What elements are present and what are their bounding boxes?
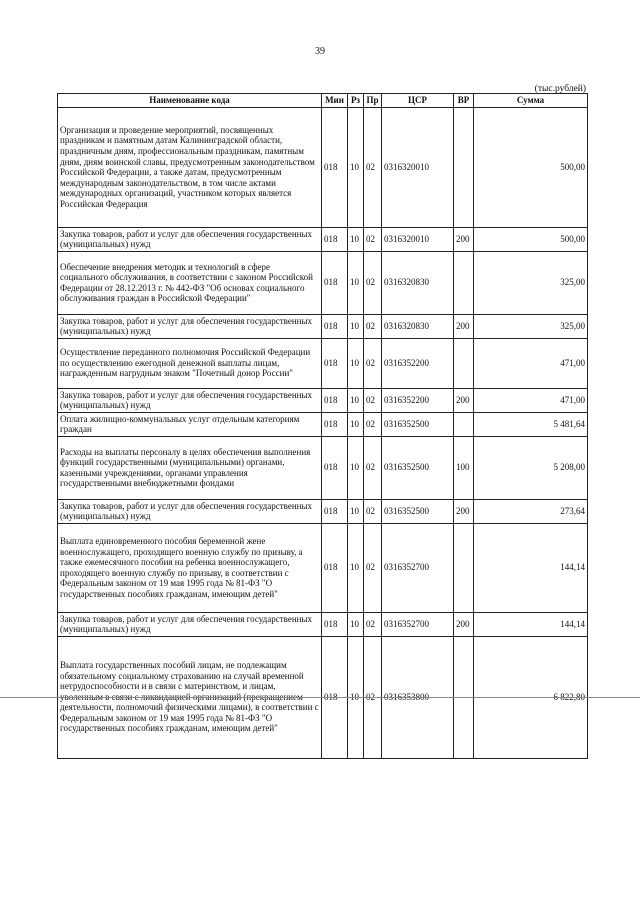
cell-rz: 10: [348, 436, 364, 499]
cell-csr: 0316352200: [382, 388, 454, 412]
header-sum: Сумма: [474, 94, 588, 108]
cell-csr: 0316320010: [382, 227, 454, 251]
table-row: [58, 523, 588, 612]
table-row: [58, 314, 588, 338]
header-rz: Рз: [348, 94, 364, 108]
cell-name: Закупка товаров, работ и услуг для обеспечения государственных (муниципальных) нужд: [58, 227, 322, 251]
budget-table: [57, 93, 588, 759]
cell-name: Расходы на выплаты персоналу в целях обеспечения выполнения функций государственными (муниципальными) органами, казенными учреждениями, органами управления государственными внебюджетными фондами: [58, 436, 322, 499]
table-row: [58, 251, 588, 314]
cell-min: 018: [322, 338, 348, 388]
header-csr: ЦСР: [382, 94, 454, 108]
cell-csr: 0316352500: [382, 412, 454, 436]
cell-vr: [454, 523, 474, 612]
cell-vr: [454, 412, 474, 436]
cell-vr: 200: [454, 227, 474, 251]
cell-vr: [454, 251, 474, 314]
cell-csr: 0316352500: [382, 499, 454, 523]
cell-pr: 02: [364, 612, 382, 636]
cell-csr: 0316352500: [382, 436, 454, 499]
cell-csr: 0316353800: [382, 636, 454, 758]
cell-name: Организация и проведение мероприятий, посвященных праздникам и памятным датам Калининградской области, праздничным дням, профессиональным праздникам, памятным дням, дням воинской славы, предусмотренным законодательством Российской Федерации, а также датам, предусмотренным международным законодательством, в том числе актами международных организаций, участником которых является Российская Федерация: [58, 107, 322, 227]
cell-pr: 02: [364, 107, 382, 227]
cell-sum: 144,14: [474, 523, 588, 612]
header-min: Мин: [322, 94, 348, 108]
cell-name: Оплата жилищно-коммунальных услуг отдельным категориям граждан: [58, 412, 322, 436]
cell-pr: 02: [364, 227, 382, 251]
table-row: [58, 388, 588, 412]
cell-pr: 02: [364, 314, 382, 338]
cell-pr: 02: [364, 636, 382, 758]
cell-rz: 10: [348, 636, 364, 758]
cell-vr: [454, 107, 474, 227]
cell-sum: 5 481,64: [474, 412, 588, 436]
cell-min: 018: [322, 388, 348, 412]
table-row: [58, 227, 588, 251]
cell-vr: 200: [454, 314, 474, 338]
table-header-row: [58, 94, 588, 108]
cell-vr: 200: [454, 388, 474, 412]
cell-vr: 200: [454, 612, 474, 636]
cell-name: Осуществление переданного полномочия Российской Федерации по осуществлению ежегодной денежной выплаты лицам, награжденным нагрудным знаком "Почетный донор России": [58, 338, 322, 388]
cell-sum: 5 208,00: [474, 436, 588, 499]
cell-min: 018: [322, 436, 348, 499]
cell-pr: 02: [364, 499, 382, 523]
cell-csr: 0316320830: [382, 251, 454, 314]
cell-rz: 10: [348, 412, 364, 436]
header-name: Наименование кода: [58, 94, 322, 108]
cell-rz: 10: [348, 107, 364, 227]
cell-min: 018: [322, 412, 348, 436]
unit-note: (тыс.рублей): [534, 84, 586, 94]
page-number: 39: [315, 46, 325, 57]
table-row: [58, 107, 588, 227]
cell-pr: 02: [364, 251, 382, 314]
cell-name: Закупка товаров, работ и услуг для обеспечения государственных (муниципальных) нужд: [58, 314, 322, 338]
cell-pr: 02: [364, 338, 382, 388]
cell-sum: 471,00: [474, 388, 588, 412]
cell-sum: 500,00: [474, 107, 588, 227]
cell-name: Обеспечение внедрения методик и технологий в сфере социального обслуживания, в соответствии с законом Российской Федерации от 28.12.2013 г. № 442-ФЗ "Об основах социального обслуживания граждан в Российской Федерации": [58, 251, 322, 314]
cell-name: Выплата единовременного пособия беременной жене военнослужащего, проходящего военную службу по призыву, а также ежемесячного пособия на ребенка военнослужащего, проходящего военную службу по призыву, в соответствии с Федеральным законом от 19 мая 1995 года № 81-ФЗ "О государственных пособиях гражданам, имеющим детей": [58, 523, 322, 612]
cell-rz: 10: [348, 523, 364, 612]
cell-name: Закупка товаров, работ и услуг для обеспечения государственных (муниципальных) нужд: [58, 612, 322, 636]
cell-min: 018: [322, 251, 348, 314]
table-row: [58, 338, 588, 388]
cell-name: Закупка товаров, работ и услуг для обеспечения государственных (муниципальных) нужд: [58, 388, 322, 412]
cell-vr: 100: [454, 436, 474, 499]
cell-csr: 0316320010: [382, 107, 454, 227]
cell-min: 018: [322, 107, 348, 227]
cell-csr: 0316352700: [382, 612, 454, 636]
cell-rz: 10: [348, 499, 364, 523]
cell-pr: 02: [364, 436, 382, 499]
cell-rz: 10: [348, 251, 364, 314]
cell-vr: [454, 338, 474, 388]
cell-min: 018: [322, 636, 348, 758]
cell-pr: 02: [364, 412, 382, 436]
cell-rz: 10: [348, 227, 364, 251]
cell-sum: 325,00: [474, 251, 588, 314]
cell-csr: 0316352700: [382, 523, 454, 612]
table-row: [58, 499, 588, 523]
cell-pr: 02: [364, 523, 382, 612]
cell-name: Выплата государственных пособий лицам, не подлежащим обязательному социальному страхованию на случай временной нетрудоспособности и в связи с материнством, и лицам, уволенным в связи с ликвидацией организаций (прекращением деятельности, полномочий физическими лицами), в соответствии с Федеральным законом от 19 мая 1995 года № 81-ФЗ "О государственных пособиях гражданам, имеющим детей": [58, 636, 322, 758]
cell-sum: 325,00: [474, 314, 588, 338]
cell-pr: 02: [364, 388, 382, 412]
cell-sum: 500,00: [474, 227, 588, 251]
cell-vr: 200: [454, 499, 474, 523]
cell-sum: 6 822,80: [474, 636, 588, 758]
table-row: [58, 436, 588, 499]
cell-name: Закупка товаров, работ и услуг для обеспечения государственных (муниципальных) нужд: [58, 499, 322, 523]
cell-rz: 10: [348, 338, 364, 388]
cell-rz: 10: [348, 314, 364, 338]
cell-csr: 0316320830: [382, 314, 454, 338]
header-pr: Пр: [364, 94, 382, 108]
cell-min: 018: [322, 314, 348, 338]
header-vr: ВР: [454, 94, 474, 108]
table-row: [58, 412, 588, 436]
cell-min: 018: [322, 612, 348, 636]
cell-rz: 10: [348, 612, 364, 636]
cell-min: 018: [322, 523, 348, 612]
cell-sum: 144,14: [474, 612, 588, 636]
cell-min: 018: [322, 499, 348, 523]
cell-sum: 273,64: [474, 499, 588, 523]
cell-sum: 471,00: [474, 338, 588, 388]
cell-csr: 0316352200: [382, 338, 454, 388]
table-row: [58, 612, 588, 636]
page-separator-line: [0, 697, 640, 698]
cell-rz: 10: [348, 388, 364, 412]
cell-min: 018: [322, 227, 348, 251]
